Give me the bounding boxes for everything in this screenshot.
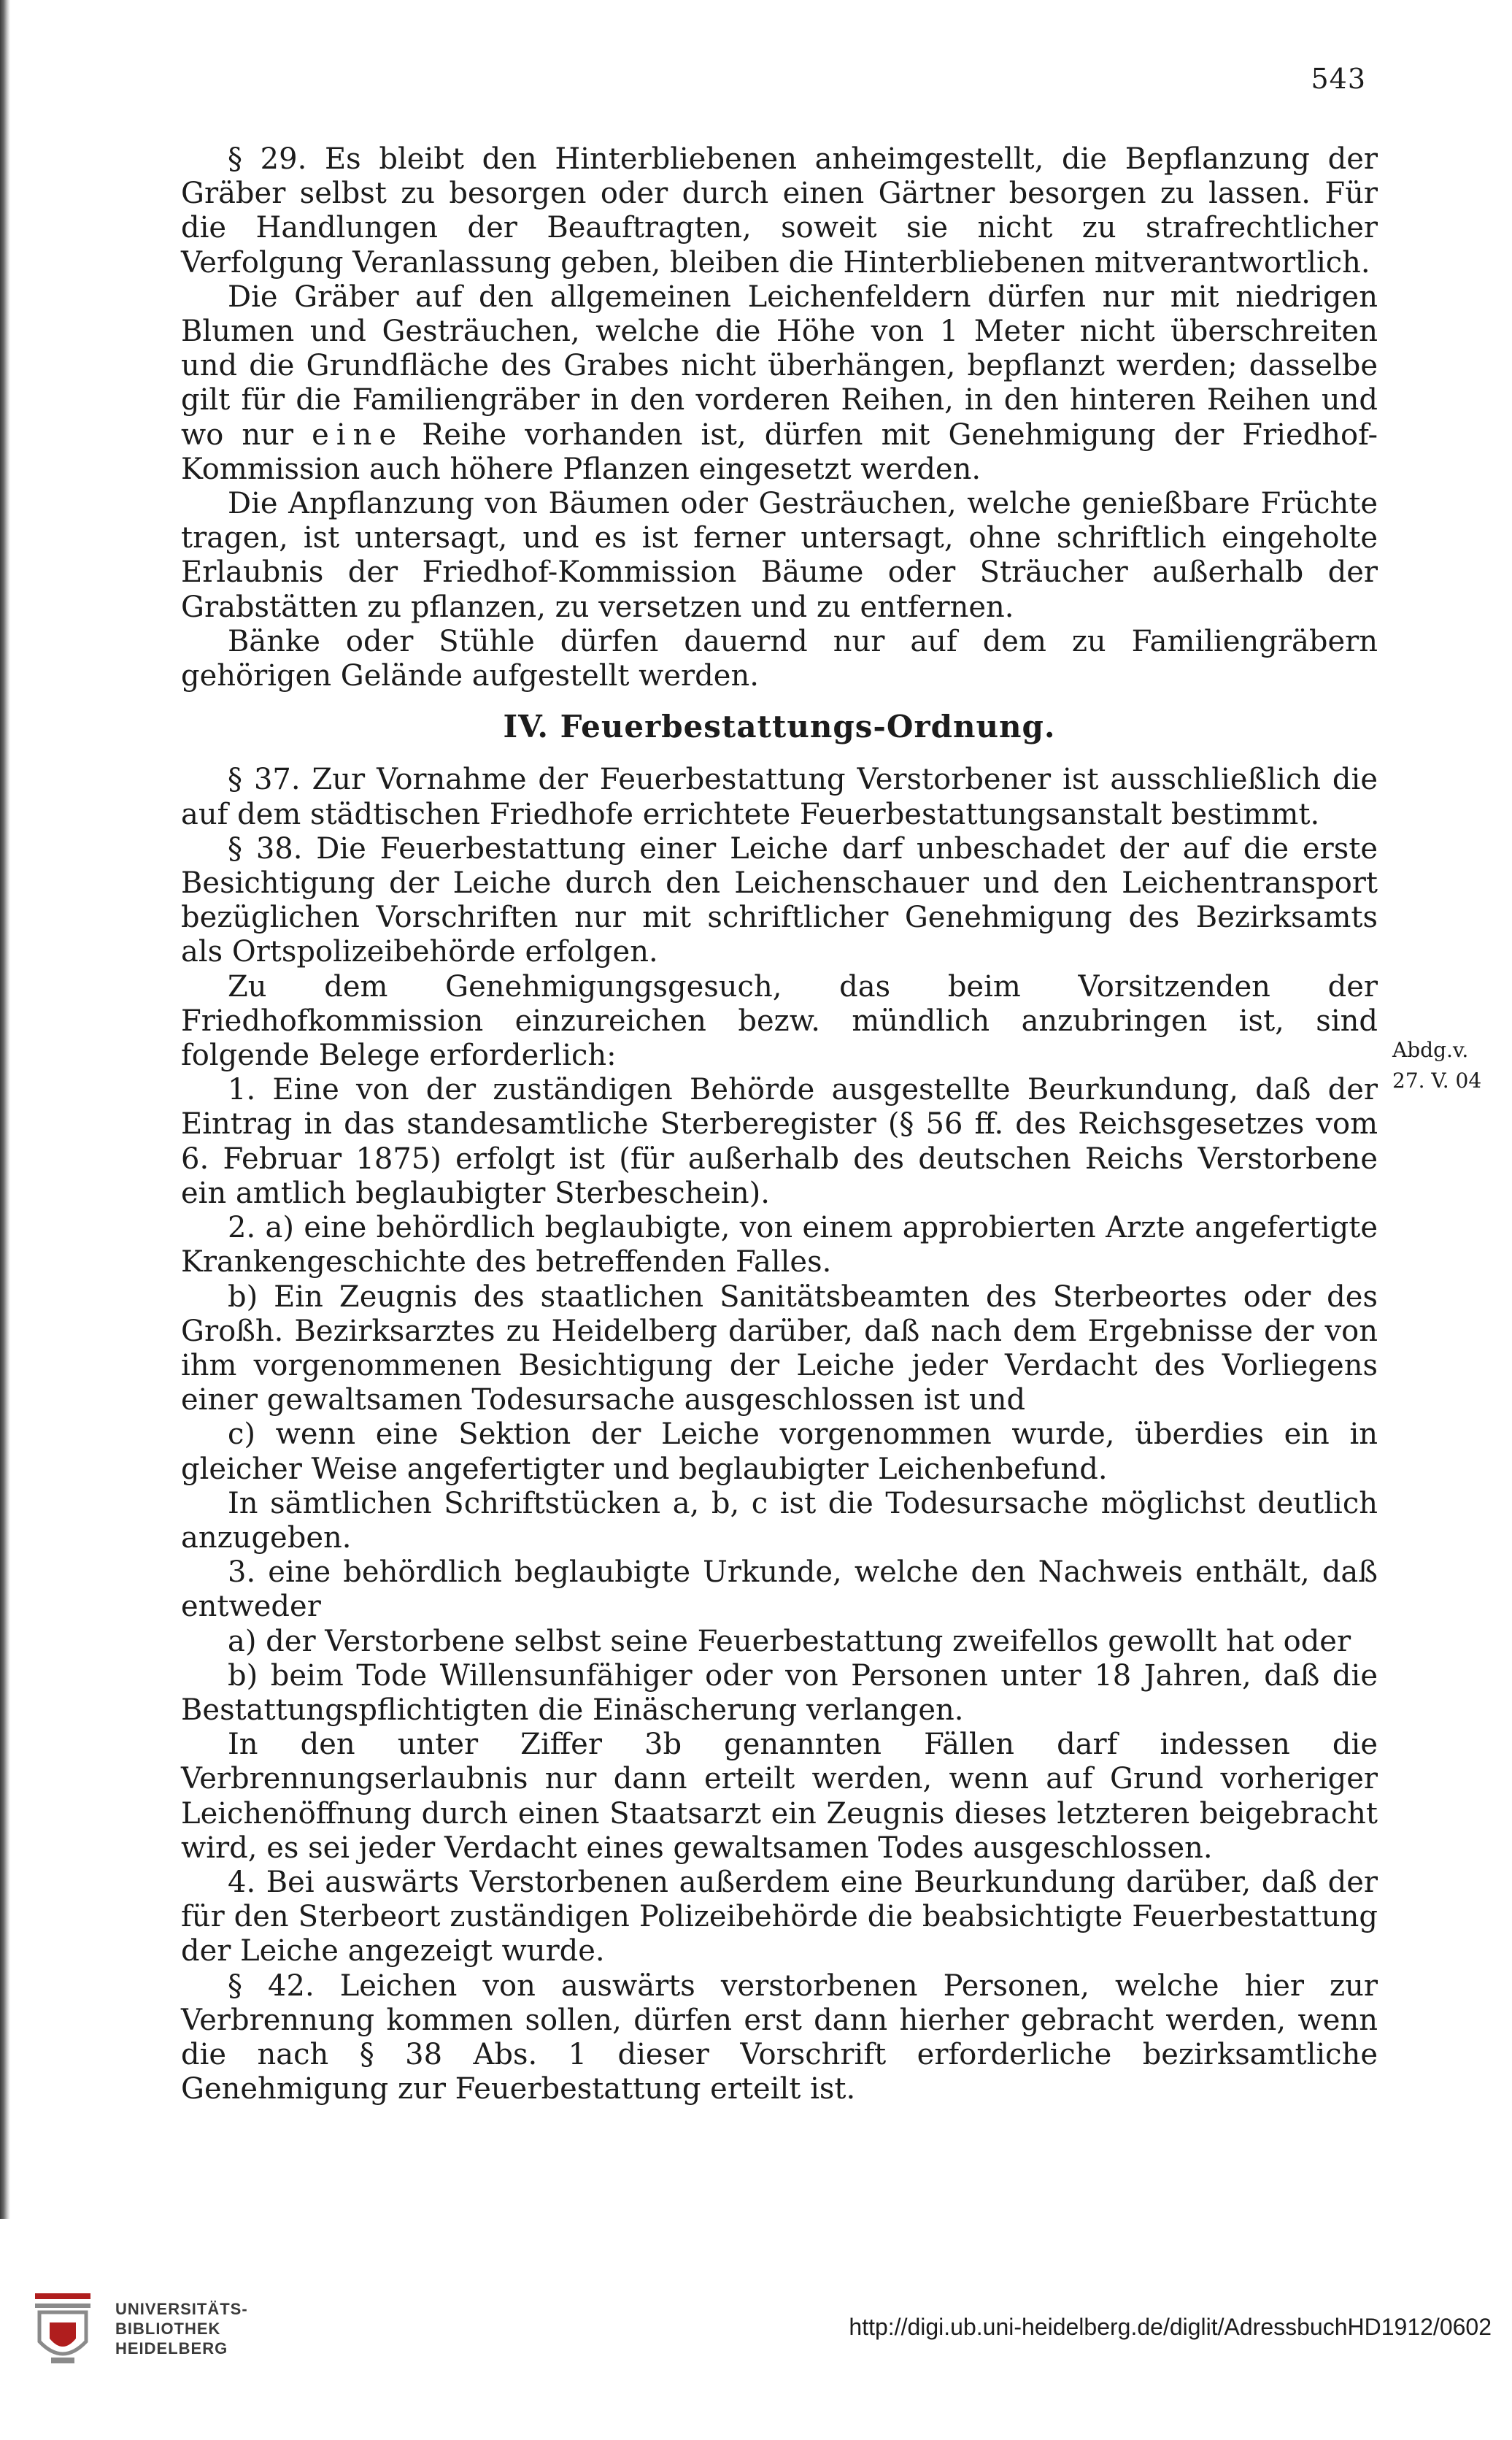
list-item-2a: 2. a) eine behördlich beglaubigte, von einem approbierten Arzte angefertigte Krankengeschichte des betreffenden Falles. [181, 1211, 1378, 1279]
library-logo [29, 2290, 379, 2371]
paragraph-graves-text: Die Gräber auf den allgemeinen Leichenfeldern dürfen nur mit niedrigen Blumen und Gesträuchen, welche die Höhe von 1 Meter nicht überschreiten und die Grundfläche des Grabes nicht überhängen, bepflanzt werden; dasselbe gilt für die Familiengräber in den vorderen Reihen, in den hinteren Reihen und wo nur [181, 280, 1378, 452]
list-item-3b: b) beim Tode Willensunfähiger oder von Personen unter 18 Jahren, daß die Bestattungspflichtigten die Einäscherung verlangen. [181, 1658, 1378, 1727]
list-item-1: 1. Eine von der zuständigen Behörde ausgestellte Beurkundung, daß der Eintrag in das standesamtliche Sterberegister (§ 56 ff. des Reichsgesetzes vom 6. Februar 1875) erfolgt ist (für außerhalb des deutschen Reichs Verstorbene ein amtlich beglaubigter Sterbeschein). [181, 1073, 1378, 1210]
paragraph-graves [181, 280, 1378, 487]
list-item-4: 4. Bei auswärts Verstorbenen außerdem eine Beurkundung darüber, daß der für den Sterbeort zuständigen Polizeibehörde die beabsichtigte Feuerbestattung der Leiche angezeigt wurde. [181, 1865, 1378, 1968]
spaced-emphasis: eine [312, 417, 404, 452]
paragraph-trees: Die Anpflanzung von Bäumen oder Gesträuchen, welche genießbare Früchte tragen, ist untersagt, und es ist ferner untersagt, ohne schriftlich eingeholte Erlaubnis der Friedhof-Kommission Bäume oder Sträucher außerhalb der Grabstätten zu pflanzen, zu versetzen und zu entfernen. [181, 487, 1378, 624]
paragraph-application: Zu dem Genehmigungsgesuch, das beim Vorsitzenden der Friedhofkommission einzureichen bezw. mündlich anzubringen ist, sind folgende Belege erforderlich: [181, 969, 1378, 1073]
paragraph-37: § 37. Zur Vornahme der Feuerbestattung Verstorbener ist ausschließlich die auf dem städtischen Friedhofe errichtete Feuerbestattungsanstalt bestimmt. [181, 763, 1378, 831]
source-url-link[interactable]: http://digi.ub.uni-heidelberg.de/diglit/AdressbuchHD1912/0602 [849, 2314, 1492, 2340]
margin-note-line2: 27. V. 04 [1392, 1069, 1482, 1093]
library-seal-icon [29, 2290, 96, 2371]
paragraph-29: § 29. Es bleibt den Hinterbliebenen anheimgestellt, die Bepflanzung der Gräber selbst zu besorgen oder durch einen Gärtner besorgen zu lassen. Für die Handlungen der Beauftragten, soweit sie nicht zu strafrechtlicher Verfolgung Veranlassung geben, bleiben die Hinterbliebenen mitverantwortlich. [181, 142, 1378, 280]
margin-note [1392, 1035, 1502, 1096]
library-logo-text [115, 2299, 248, 2358]
scan-page-edge [0, 0, 10, 2219]
paragraph-38: § 38. Die Feuerbestattung einer Leiche darf unbeschadet der auf die erste Besichtigung der Leiche durch den Leichenschauer und den Leichentransport bezüglichen Vorschriften nur mit schriftlicher Genehmigung des Bezirksamts als Ortspolizeibehörde erfolgen. [181, 831, 1378, 969]
logo-line-3: HEIDELBERG [115, 2339, 228, 2358]
logo-line-1: UNIVERSITÄTS- [115, 2300, 248, 2318]
logo-line-2: BIBLIOTHEK [115, 2320, 221, 2338]
page-number: 543 [1311, 63, 1366, 95]
list-item-3: 3. eine behördlich beglaubigte Urkunde, welche den Nachweis enthält, daß entweder [181, 1555, 1378, 1624]
margin-note-line1: Abdg.v. [1392, 1038, 1469, 1062]
paragraph-graves-cont: Reihe vorhanden ist, dürfen mit Genehmigung der Friedhof-Kommission auch höhere Pflanzen eingesetzt werden. [181, 417, 1378, 486]
paragraph-3b-cases: In den unter Ziffer 3b genannten Fällen darf indessen die Verbrennungserlaubnis nur dann erteilt werden, wenn auf Grund vorheriger Leichenöffnung durch einen Staatsarzt ein Zeugnis dieses letzteren beigebracht wird, es sei jeder Verdacht eines gewaltsamen Todes ausgeschlossen. [181, 1728, 1378, 1865]
list-item-2c: c) wenn eine Sektion der Leiche vorgenommen wurde, überdies ein in gleicher Weise angefertigter und beglaubigter Leichenbefund. [181, 1417, 1378, 1486]
paragraph-42: § 42. Leichen von auswärts verstorbenen Personen, welche hier zur Verbrennung kommen sollen, dürfen erst dann hierher gebracht werden, wenn die nach § 38 Abs. 1 dieser Vorschrift erforderliche bezirksamtliche Genehmigung zur Feuerbestattung erteilt ist. [181, 1968, 1378, 2106]
list-item-2b: b) Ein Zeugnis des staatlichen Sanitätsbeamten des Sterbeortes oder des Großh. Bezirksarztes zu Heidelberg darüber, daß nach dem Ergebnisse der von ihm vorgenommenen Besichtigung der Leiche jeder Verdacht des Vorliegens einer gewaltsamen Todesursache ausgeschlossen ist und [181, 1279, 1378, 1417]
paragraph-cause-of-death: In sämtlichen Schriftstücken a, b, c ist die Todesursache möglichst deutlich anzugeben. [181, 1486, 1378, 1555]
paragraph-benches: Bänke oder Stühle dürfen dauernd nur auf dem zu Familiengräbern gehörigen Gelände aufgestellt werden. [181, 624, 1378, 693]
list-item-3a: a) der Verstorbene selbst seine Feuerbestattung zweifellos gewollt hat oder [228, 1624, 1351, 1658]
document-body [181, 142, 1378, 2106]
section-heading: IV. Feuerbestattungs-Ordnung. [503, 709, 1056, 745]
